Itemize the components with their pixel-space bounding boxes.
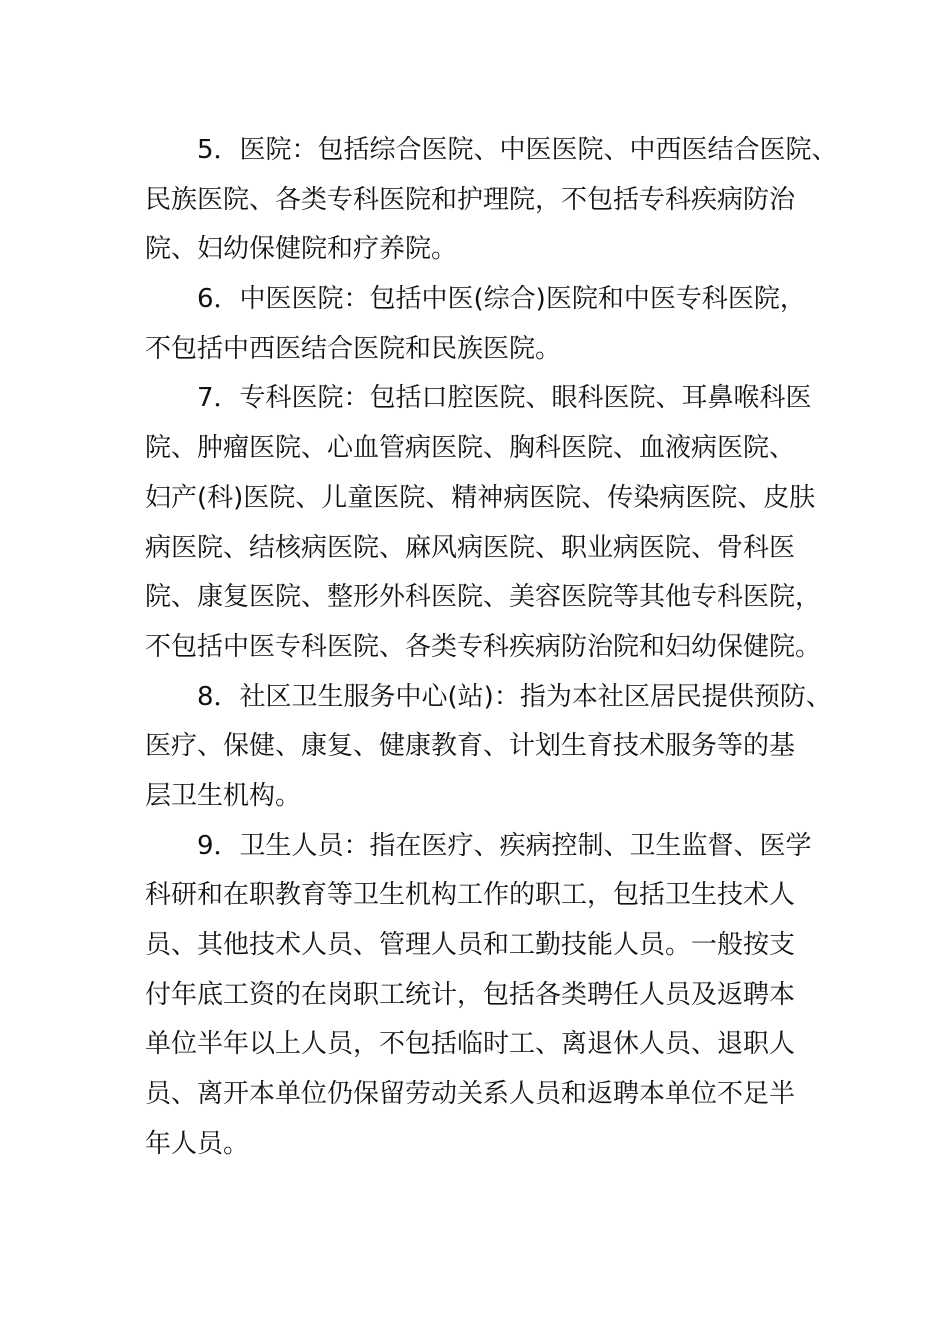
- text-line: 5．医院：包括综合医院、中医医院、中西医结合医院、: [197, 135, 838, 165]
- text-line: 科研和在职教育等卫生机构工作的职工，包括卫生技术人: [145, 880, 796, 911]
- text-line: 院、肿瘤医院、心血管病医院、胸科医院、血液病医院、: [145, 433, 796, 464]
- document-body: [145, 126, 838, 1169]
- text-line: 付年底工资的在岗职工统计，包括各类聘任人员及返聘本: [145, 979, 796, 1010]
- paragraph-tcm-hospital: [145, 275, 817, 374]
- text-line: 8．社区卫生服务中心(站)：指为本社区居民提供预防、: [197, 681, 832, 712]
- text-line: 员、离开本单位仍保留劳动关系人员和返聘本单位不足半: [145, 1079, 796, 1110]
- text-line: 病医院、结核病医院、麻风病医院、职业病医院、骨科医: [145, 532, 796, 563]
- text-line: 9．卫生人员：指在医疗、疾病控制、卫生监督、医学: [197, 830, 812, 861]
- paragraph-hospital: [145, 126, 838, 275]
- text-line: 妇产(科)医院、儿童医院、精神病医院、传染病医院、皮肤: [145, 482, 816, 513]
- text-line: 院、康复医院、整形外科医院、美容医院等其他专科医院，: [145, 582, 822, 613]
- text-line: 员、其他技术人员、管理人员和工勤技能人员。一般按支: [145, 930, 796, 960]
- text-line: 7．专科医院：包括口腔医院、眼科医院、耳鼻喉科医: [197, 383, 812, 414]
- text-line: 不包括中西医结合医院和民族医院。: [145, 333, 562, 364]
- text-line: 年人员。: [145, 1128, 250, 1159]
- text-line: 民族医院、各类专科医院和护理院，不包括专科疾病防治: [145, 184, 796, 215]
- text-line: 单位半年以上人员，不包括临时工、离退休人员、退职人: [145, 1029, 796, 1060]
- text-line: 层卫生机构。: [145, 780, 302, 811]
- text-line: 6．中医医院：包括中医(综合)医院和中医专科医院，: [197, 284, 806, 315]
- paragraph-specialized-hospital: [145, 374, 822, 672]
- paragraph-health-personnel: [145, 822, 817, 1170]
- text-line: 医疗、保健、康复、健康教育、计划生育技术服务等的基: [145, 731, 796, 762]
- paragraph-community-health-center: [145, 673, 832, 822]
- text-line: 院、妇幼保健院和疗养院。: [145, 234, 458, 265]
- text-line: 不包括中医专科医院、各类专科疾病防治院和妇幼保健院。: [145, 631, 822, 662]
